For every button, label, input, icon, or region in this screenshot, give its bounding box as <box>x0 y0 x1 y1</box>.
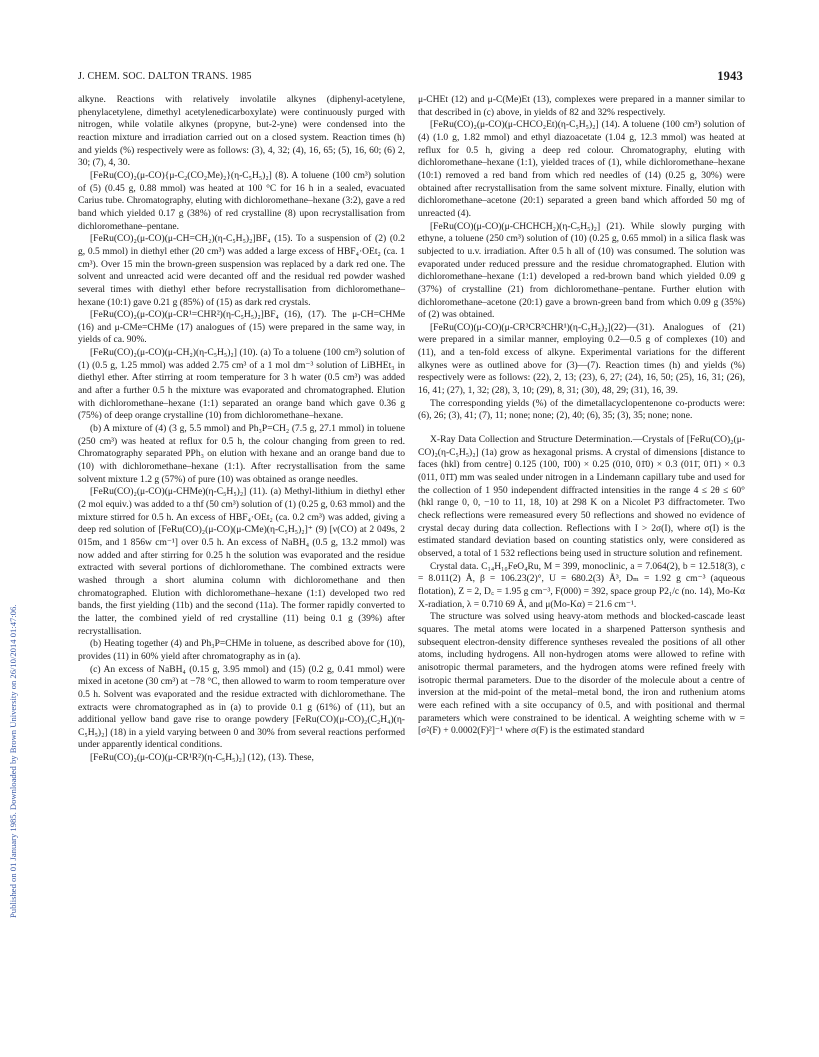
paragraph: [FeRu(CO)₂(μ-CO){μ-C₂(CO₂Me)₂}(η-C₅H₅)₂] (8). A toluene (100 cm³) solution of (5) (0.45 g, 0.88 mmol) was heated at 100 °C for 16 h in a sealed, evacuated Carius tube. Chromatography, eluting with dichloromethane–hexane (3:2), gave a red band which yielded 0.17 g (38%) of red crystalline (8) upon recrystallisation from dichloromethane–pentane. <box>78 169 405 232</box>
paragraph: [FeRu(CO)₂(μ-CO)(μ-CHCO₂Et)(η-C₅H₅)₂] (14). A toluene (100 cm³) solution of (4) (1.0 g, 1.82 mmol) and ethyl diazoacetate (1.04 g, 12.3 mmol) was heated at reflux for 0.5 h, giving a deep red colour. Chromatography, eluting with dichloromethane–hexane (1:1), yielded traces of (1), while dichloromethane–hexane (10:1) removed a red band from which red needles of (14) (0.25 g, 30%) were obtained after recrystallisation from the same solvent mixture. Finally, elution with dichloromethane–acetone (20:1) separated a green band which afforded 50 mg of unreacted (4). <box>418 119 745 219</box>
paragraph: Crystal data. C₁₄H₁₀FeO₄Ru, M = 399, monoclinic, a = 7.064(2), b = 12.518(3), c = 8.011(2) Å, β = 106.23(2)°, U = 680.2(3) Å³, Dₘ = 1.92 g cm⁻³ (aqueous flotation), Z = 2, D꜀ = 1.95 g cm⁻³, F(000) = 392, space group P2₁/c (no. 14), Mo-Kα X-radiation, λ = 0.710 69 Å, and μ(Mo-Kα) = 21.6 cm⁻¹. <box>418 560 745 610</box>
paragraph: The structure was solved using heavy-atom methods and blocked-cascade least squares. The metal atoms were located in a sharpened Patterson synthesis and subsequent electron-density difference syntheses revealed the positions of all other atoms, including hydrogens. All non-hydrogen atoms were allowed to refine with anisotropic thermal parameters, and the hydrogen atoms were refined freely with isotropic thermal parameters. Due to the disorder of the molecule about a centre of inversion at the mid-point of the metal–metal bond, the iron and ruthenium atoms were each refined with a site occupancy of 0.5, and with positional and thermal parameters which were constrained to be identical. A weighting scheme with w = [σ²(F) + 0.0002(F)²]⁻¹ where σ(F) is the estimated standard <box>418 611 745 737</box>
journal-header: J. CHEM. SOC. DALTON TRANS. 1985 <box>78 71 252 82</box>
page-number: 1943 <box>717 69 743 83</box>
paragraph: alkyne. Reactions with relatively involatile alkynes (diphenyl-acetylene, phenylacetylene, dimethyl acetylenedicarboxylate) were continuously purged with nitrogen, while volatile alkynes (propyne, but-2-yne) were condensed into the reaction mixture and irradiation carried out on a closed system. Reaction times (h) and yields (%) respectively were as follows: (3), 4, 32; (4), 16, 65; (5), 16, 60; (6) 2, 30; (7), 4, 30. <box>78 94 405 169</box>
left-column <box>78 94 405 765</box>
right-column <box>418 94 745 738</box>
paragraph: [FeRu(CO)₂(μ-CO)(μ-CHMe)(η-C₅H₅)₂] (11). (a) Methyl-lithium in diethyl ether (2 mol equiv.) was added to a thf (50 cm³) solution of (1) (0.25 g, 0.63 mmol) and the mixture stirred for 0.5 h. An excess of HBF₄·OEt₂ (ca. 0.2 cm³) was added, giving a deep red solution of [FeRu(CO)₂(μ-CO)(μ-CMe)(η-C₅H₅)₂]⁺ (9) [ν(CO) at 2 049s, 2 015m, and 1 856w cm⁻¹] over 0.5 h. An excess of NaBH₄ (0.5 g, 13.2 mmol) was now added and after stirring for 0.25 h the solution was evaporated and the residue extracted with several portions of dichloromethane. The combined extracts were washed through a short alumina column with dichloromethane and then chromatographed. Elution with dichloromethane–hexane (1:1) developed two red bands, the first yielding (11b) and the second (11a). The former rapidly converted to the latter, the combined yield of red crystalline (11) being 0.1 g (39%) after recrystallisation. <box>78 486 405 637</box>
paragraph: μ-CHEt (12) and μ-C(Me)Et (13), complexes were prepared in a manner similar to that described in (c) above, in yields of 82 and 32% respectively. <box>418 94 745 118</box>
paragraph: [FeRu(CO)₂(μ-CO)(μ-CR¹R²)(η-C₅H₅)₂] (12), (13). These, <box>90 752 314 764</box>
paragraph: [FeRu(CO)(μ-CO)(μ-CHCHCH₂)(η-C₅H₅)₂] (21). While slowly purging with ethyne, a toluene (250 cm³) solution of (10) (0.25 g, 0.65 mmol) in a silica flask was subjected to u.v. irradiation. After 0.5 h all of (10) was consumed. The solution was evaporated under reduced pressure and the residue chromatographed. Elution with dichloromethane–hexane (1:1) developed a red-brown band which yielded 0.09 g (37%) of crystalline (21) from dichloromethane–pentane. Further elution with dichloromethane–acetone (20:1) gave a brown-green band from which 0.09 g (35%) of (2) was obtained. <box>418 220 745 321</box>
section-heading-paragraph: X-Ray Data Collection and Structure Determination.—Crystals of [FeRu(CO)₂(μ-CO)₂(η-C₅H₅)₂] (1a) grow as hexagonal prisms. A crystal of dimensions [distance to faces (hkl) from centre] 0.125 (100, 1̄00) × 0.25 (010, 01̄0) × 0.3 (011̄, 01̄1) × 0.3 (011, 01̄1̄) mm was sealed under nitrogen in a Lindemann capillary tube and used for the collection of 1 950 independent diffracted intensities in the range 4 ≤ 2θ ≤ 60° (hkl range 0, 0, −10 to 11, 18, 10) at 298 K on a Nicolet P3 diffractometer. Two check reflections were remeasured every 50 reflections and showed no evidence of crystal decay during data collection. Reflections with I > 2σ(I), where σ(I) is the estimated standard deviation based on counting statistics only, were considered as observed, a total of 1 532 reflections being used in structure solution and refinement. <box>418 434 745 559</box>
paragraph: [FeRu(CO)(μ-CO)(μ-CR³CR²CHR¹)(η-C₅H₅)₂](22)—(31). Analogues of (21) were prepared in a similar manner, employing 0.2—0.5 g of complexes (10) and (11), and a ten-fold excess of alkyne. Experimental variations for the different alkynes were as outlined above for (3)—(7). Reaction times (h) and yields (%) respectively were as follows: (22), 2, 13; (23), 6, 27; (24), 16, 50; (25), 16, 31; (26), 16, 41; (27), 1, 32; (28), 3, 10; (29), 8, 31; (30), 48, 29; (31), 16, 39. <box>418 321 745 397</box>
side-note-text: Published on 01 January 1985. Downloaded by Brown University on 26/10/2014 01:47:06. <box>8 604 18 918</box>
paragraph: (c) An excess of NaBH₄ (0.15 g, 3.95 mmol) and (15) (0.2 g, 0.41 mmol) were mixed in acetone (30 cm³) at −78 °C, then allowed to warm to room temperature over 0.5 h. Solvent was evaporated and the residue extracted with dichloromethane. The extracts were chromatographed as in (a) to provide 0.1 g (61%) of (11), but an additional yellow band gave rise to orange powdery [FeRu(CO)(μ-CO)₂(C₂H₄)(η-C₅H₅)₂] (18) in a yield varying between 0 and 30% from several reactions performed under apparently identical conditions. <box>78 663 406 751</box>
paragraph: [FeRu(CO)₂(μ-CO)(μ-CH₂)(η-C₅H₅)₂] (10). (a) To a toluene (100 cm³) solution of (1) (0.5 g, 1.25 mmol) was added 2.75 cm³ of a 1 mol dm⁻³ solution of LiBHEt₃ in diethyl ether. After stirring at room temperature for 3 h water (0.5 cm³) was added and after a further 0.5 h the mixture was evaporated and chromatographed. Elution with dichloromethane–hexane (1:1) separated an orange band which gave 0.36 g (75%) of deep orange crystalline (10) from dichloromethane–hexane. <box>78 347 405 422</box>
paragraph: (b) A mixture of (4) (3 g, 5.5 mmol) and Ph₃P=CH₂ (7.5 g, 27.1 mmol) in toluene (250 cm³) was heated at reflux for 0.5 h, the colour changing from green to red. Chromatography separated PPh₃ on elution with hexane and an orange band due to (10) with dichloromethane–hexane (1:1). After recrystallisation from the same solvent mixture 1.2 g (57%) of pure (10) was obtained as orange needles. <box>78 423 405 485</box>
paragraph: [FeRu(CO)₂(μ-CO)(μ-CR¹=CHR²)(η-C₅H₅)₂]BF₄ (16), (17). The μ-CH=CHMe (16) and μ-CMe=CHMe (17) analogues of (15) were prepared in the same way, in yields of ca. 90%. <box>78 309 405 346</box>
paragraph: [FeRu(CO)₂(μ-CO)(μ-CH=CH₂)(η-C₅H₅)₂]BF₄ (15). To a suspension of (2) (0.2 g, 0.5 mmol) in diethyl ether (20 cm³) was added a large excess of HBF₄·OEt₂ (ca. 1 cm³). Over 15 min the brown-green suspension was replaced by a dark red one. The solvent and unreacted acid were decanted off and the residual red powder washed several times with diethyl ether before recrystallisation from dichloromethane–hexane (10:1) gave 0.21 g (85%) of (15) as dark red crystals. <box>78 233 405 308</box>
publication-side-note <box>0 300 18 920</box>
paragraph: The corresponding yields (%) of the dimetallacyclopentenone co-products were: (6), 26; (3), 41; (7), 11; none; none; (2), 40; (6), 35; (3), 35; none; none. <box>418 397 745 422</box>
paragraph: (b) Heating together (4) and Ph₃P=CHMe in toluene, as described above for (10), provides (11) in 60% yield after chromatography as in (a). <box>78 638 405 662</box>
